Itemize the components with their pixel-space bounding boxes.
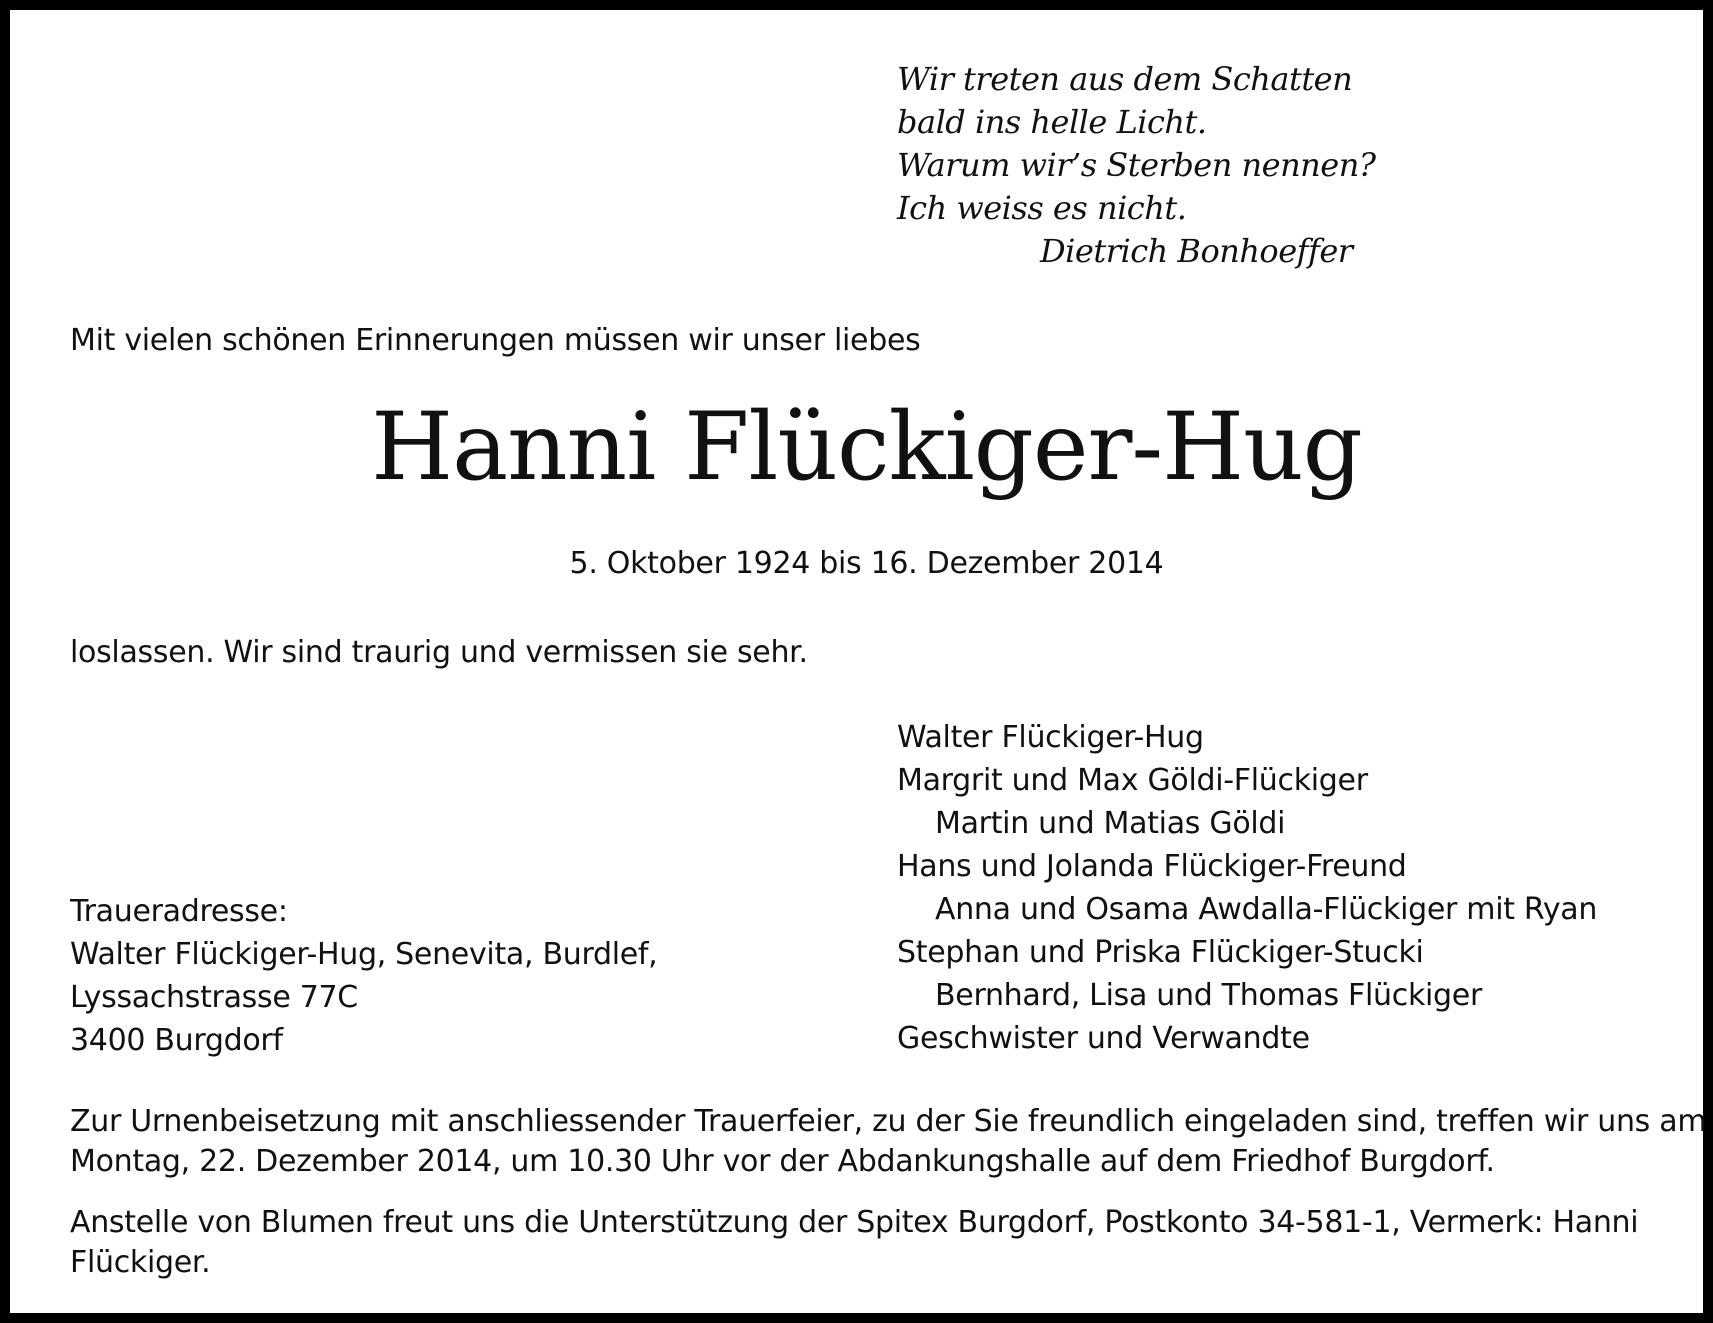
intro-text: Mit vielen schönen Erinnerungen müssen wir unser liebes <box>70 323 921 358</box>
ceremony-line: Zur Urnenbeisetzung mit anschliessender Trauerfeier, zu der Sie freundlich eingeladen sind, treffen wir uns am <box>70 1104 1707 1139</box>
mourner-line: Bernhard, Lisa und Thomas Flückiger <box>935 978 1482 1013</box>
mourner-line: Walter Flückiger-Hug <box>897 720 1204 755</box>
ceremony-line: Montag, 22. Dezember 2014, um 10.30 Uhr vor der Abdankungshalle auf dem Friedhof Burgdorf. <box>70 1144 1495 1179</box>
poem-quote <box>897 58 1376 273</box>
address-line: 3400 Burgdorf <box>70 1023 283 1058</box>
donation-line: Flückiger. <box>70 1245 211 1280</box>
mourner-line: Margrit und Max Göldi-Flückiger <box>897 763 1368 798</box>
poem-author: Dietrich Bonhoeffer <box>1040 232 1353 270</box>
mourner-line: Geschwister und Verwandte <box>897 1021 1310 1056</box>
deceased-name: Hanni Flückiger-Hug <box>371 393 1362 502</box>
poem-line: bald ins helle Licht. <box>897 103 1207 141</box>
ceremony-notice <box>70 1102 1707 1182</box>
mourners-list <box>897 716 1597 1060</box>
donation-notice <box>70 1203 1670 1283</box>
poem-line: Warum wir’s Sterben nennen? <box>897 146 1376 184</box>
mourner-line: Anna und Osama Awdalla-Flückiger mit Ryan <box>935 892 1598 927</box>
address-line: Walter Flückiger-Hug, Senevita, Burdlef, <box>70 937 658 972</box>
mourning-address <box>70 890 657 1062</box>
life-dates: 5. Oktober 1924 bis 16. Dezember 2014 <box>569 546 1164 581</box>
donation-line: Anstelle von Blumen freut uns die Unterstützung der Spitex Burgdorf, Postkonto 34-581-1, Vermerk: Hanni <box>70 1205 1639 1240</box>
mourner-line: Stephan und Priska Flückiger-Stucki <box>897 935 1424 970</box>
mourner-line: Hans und Jolanda Flückiger-Freund <box>897 849 1407 884</box>
poem-line: Ich weiss es nicht. <box>897 189 1187 227</box>
poem-line: Wir treten aus dem Schatten <box>897 60 1353 98</box>
mourner-line: Martin und Matias Göldi <box>935 806 1286 841</box>
address-line: Lyssachstrasse 77C <box>70 980 358 1015</box>
address-label: Traueradresse: <box>70 894 288 929</box>
farewell-text: loslassen. Wir sind traurig und vermissen sie sehr. <box>70 635 808 670</box>
